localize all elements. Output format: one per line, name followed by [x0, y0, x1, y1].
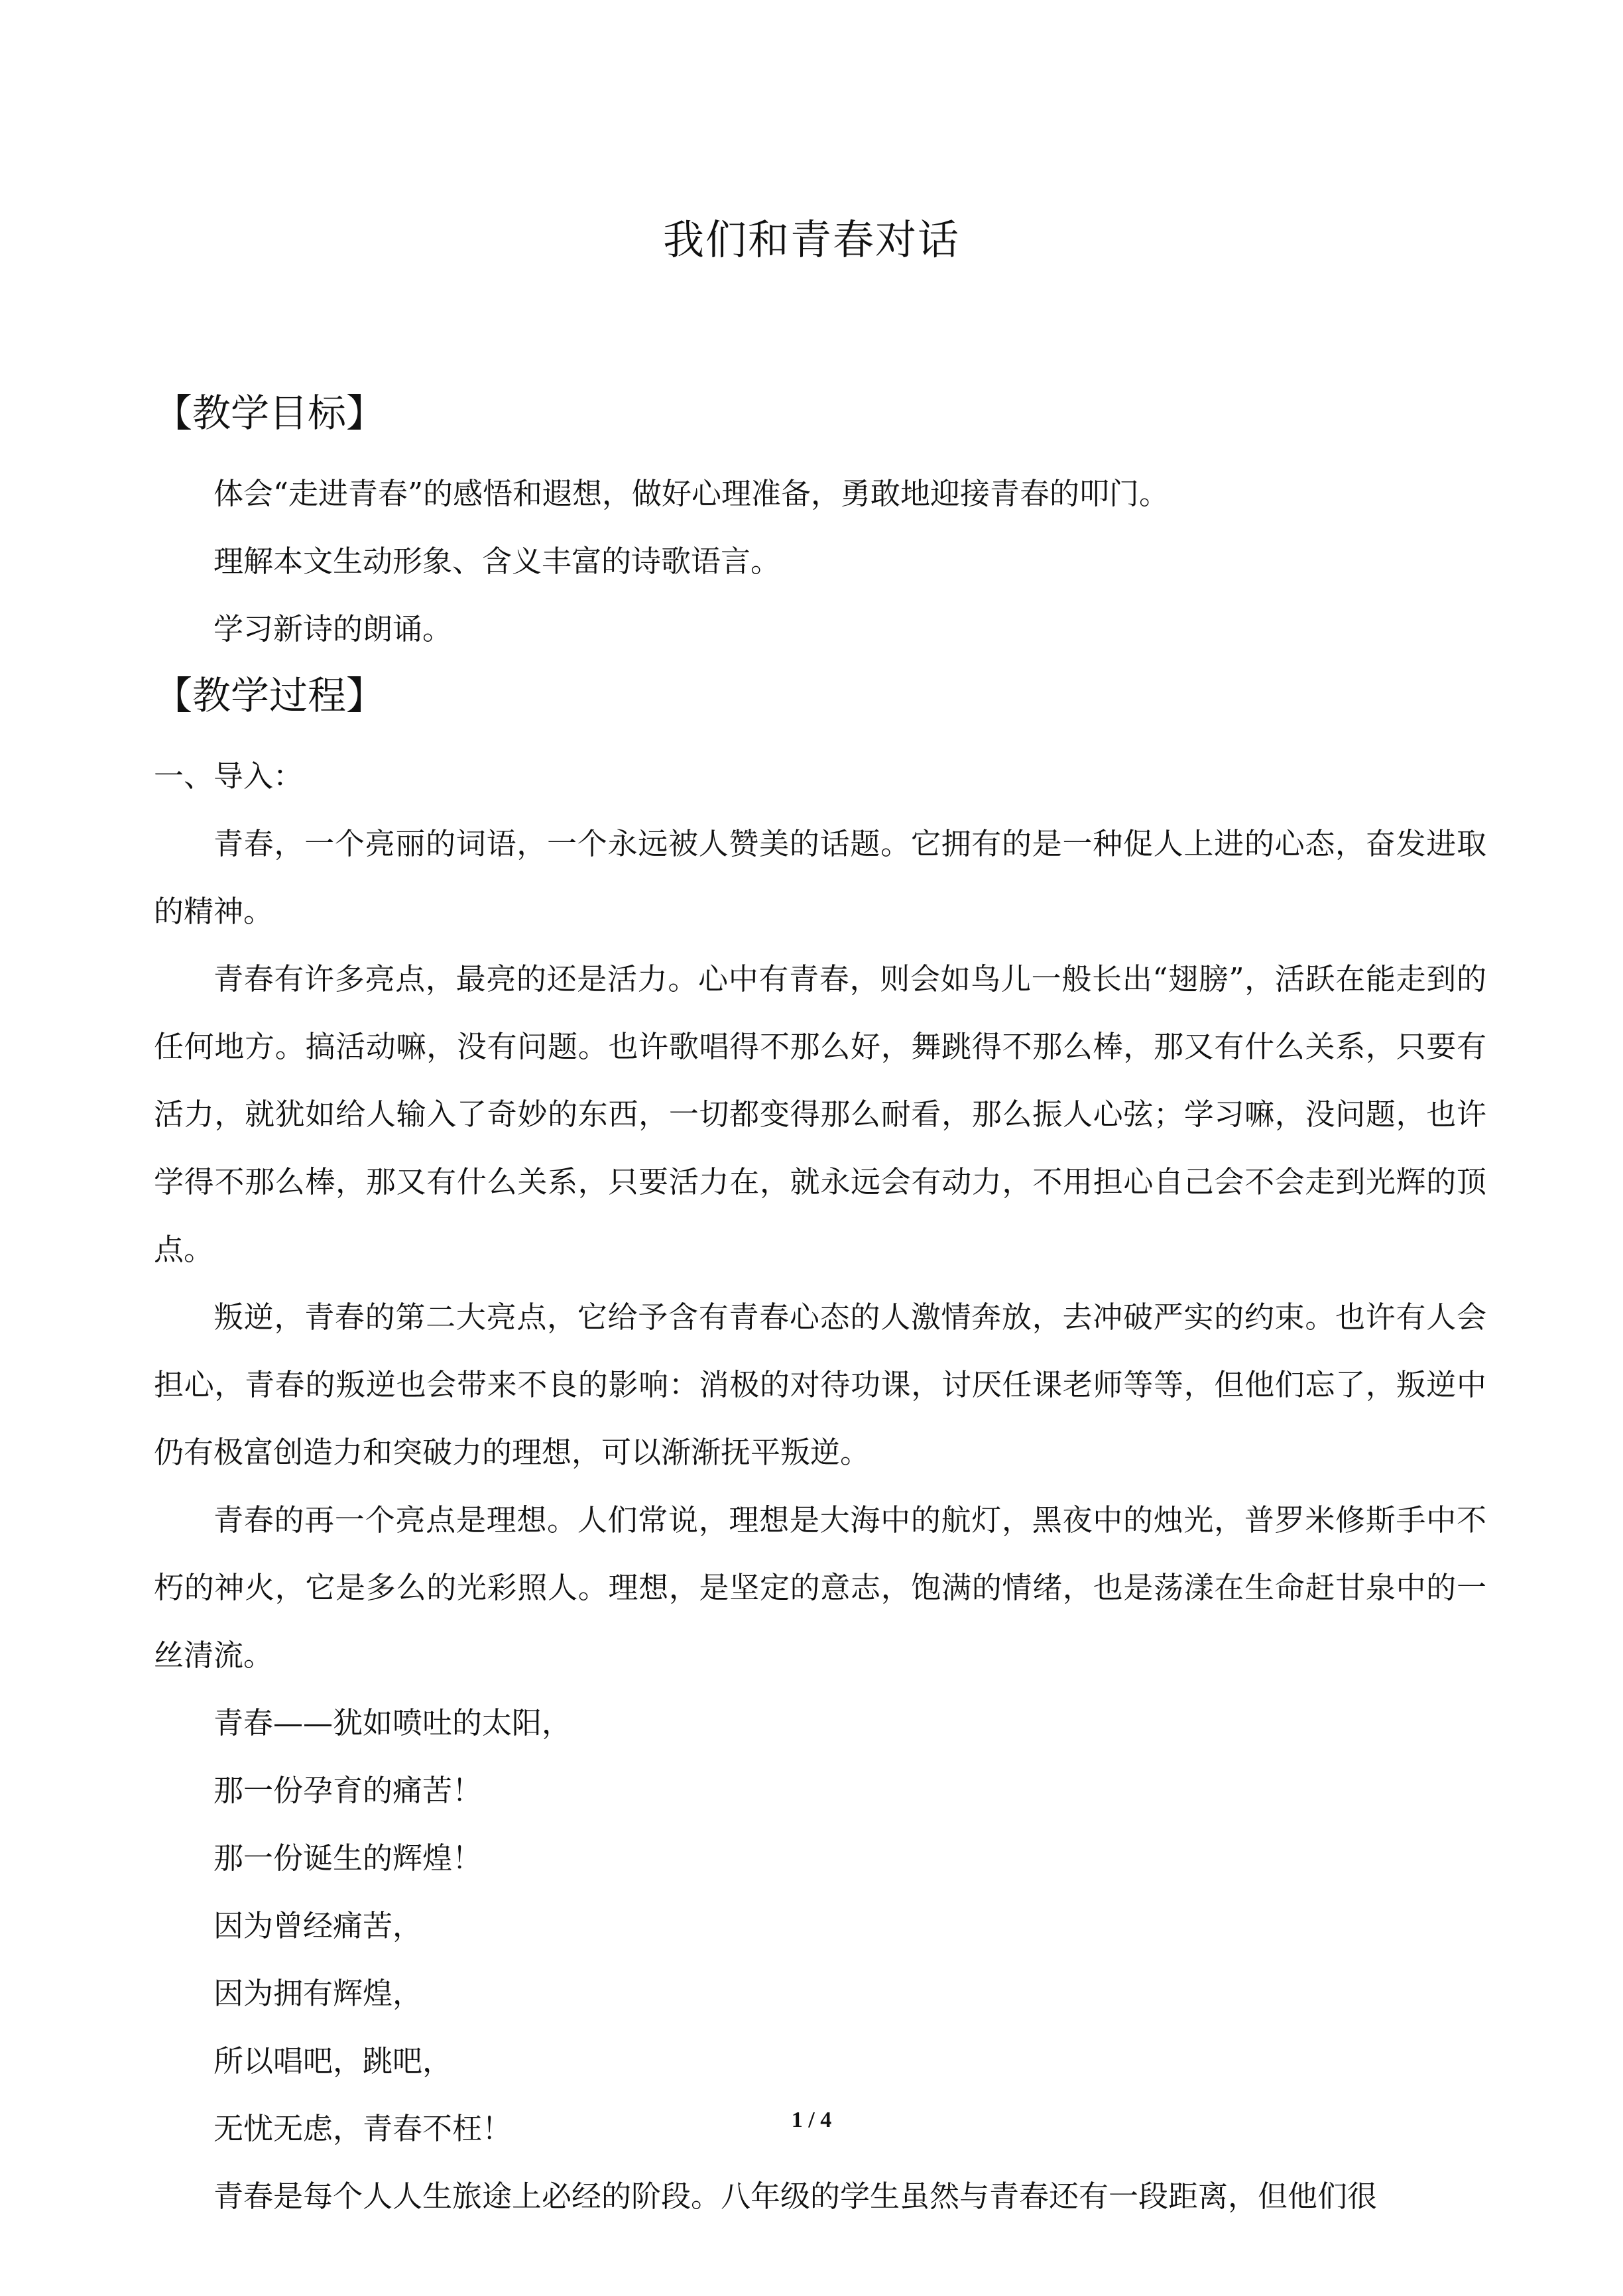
closing-paragraph: 青春是每个人人生旅途上必经的阶段。八年级的学生虽然与青春还有一段距离，但他们很	[213, 2179, 1378, 2214]
process-heading: 【教学过程】	[154, 673, 385, 718]
body-paragraph: 青春，一个亮丽的词语，一个永远被人赞美的话题。它拥有的是一种促人上进的心态，奋发进取的精神。	[154, 826, 1486, 929]
poem-line: 青春——犹如喷吐的太阳，	[213, 1705, 572, 1740]
poem-line: 所以唱吧，跳吧，	[213, 2043, 453, 2079]
goal-item: 学习新诗的朗诵。	[213, 611, 453, 646]
goal-item: 体会“走进青春”的感悟和遐想，做好心理准备，勇敢地迎接青春的叩门。	[213, 476, 1170, 511]
document-title: 我们和青春对话	[662, 215, 960, 264]
poem	[154, 1689, 1486, 2163]
poem-line: 那一份诞生的辉煌！	[213, 1841, 483, 1876]
poem-line: 因为曾经痛苦，	[213, 1908, 423, 1943]
poem-line: 因为拥有辉煌，	[213, 1976, 423, 2011]
body-paragraph: 青春有许多亮点，最亮的还是活力。心中有青春，则会如鸟儿一般长出“翅膀”，活跃在能走到的任何地方。搞活动嘛，没有问题。也许歌唱得不那么好，舞跳得不那么棒，那又有什么关系，只要有活力，就犹如给人输入了奇妙的东西，一切都变得那么耐看，那么振人心弦；学习嘛，没问题，也许学得不那么棒，那又有什么关系，只要活力在，就永远会有动力，不用担心自己会不会走到光辉的顶点。	[154, 961, 1486, 1267]
goals-heading: 【教学目标】	[154, 391, 385, 436]
body-paragraph: 叛逆，青春的第二大亮点，它给予含有青春心态的人激情奔放，去冲破严实的约束。也许有人会担心，青春的叛逆也会带来不良的影响：消极的对待功课，讨厌任课老师等等，但他们忘了，叛逆中仍有极富创造力和突破力的理想，可以渐渐抚平叛逆。	[154, 1299, 1486, 1470]
poem-line: 那一份孕育的痛苦！	[213, 1773, 483, 1808]
body-paragraph: 青春的再一个亮点是理想。人们常说，理想是大海中的航灯，黑夜中的烛光，普罗米修斯手中不朽的神火，它是多么的光彩照人。理想，是坚定的意志，饱满的情绪，也是荡漾在生命赶甘泉中的一丝清流。	[154, 1502, 1486, 1673]
poem-line: 无忧无虑，青春不枉！	[213, 2111, 512, 2146]
page-number: 1 / 4	[791, 2108, 832, 2132]
document-body	[154, 382, 1486, 2230]
goal-item: 理解本文生动形象、含义丰富的诗歌语言。	[213, 544, 781, 579]
intro-label: 一、导入：	[154, 758, 304, 794]
